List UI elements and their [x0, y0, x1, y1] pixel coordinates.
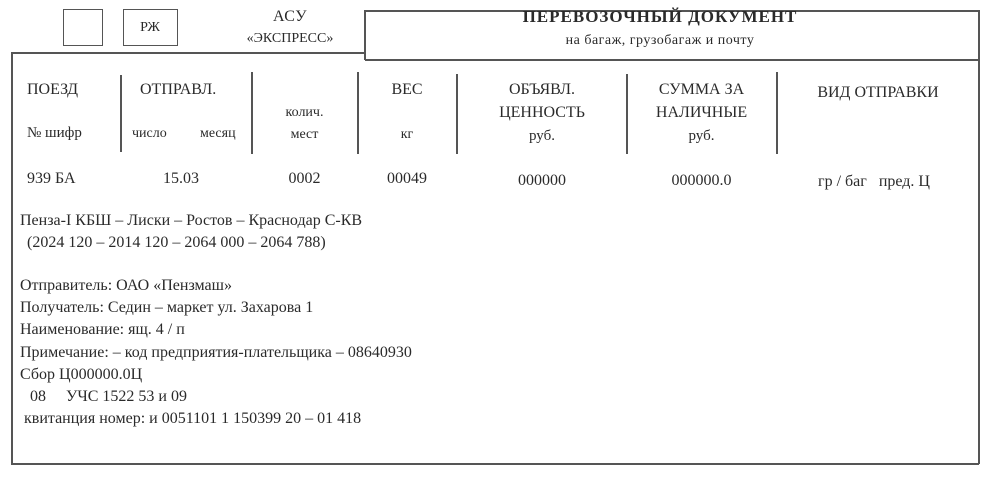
- col-pieces-bottom: мест: [290, 127, 319, 142]
- row-date: 15.03: [163, 170, 199, 187]
- route-line1: Пенза-I КБШ – Лиски – Ростов – Краснодар С-КВ: [20, 212, 363, 229]
- row-declared: 000000: [518, 172, 566, 189]
- frame-right: [978, 10, 980, 464]
- row-train: 939 БА: [27, 170, 76, 187]
- header-divider-horizontal: [11, 52, 365, 54]
- code-box: [123, 9, 178, 46]
- frame-left: [11, 52, 13, 464]
- col-cash-bottom: руб.: [688, 128, 715, 144]
- code-box-label: РЖ: [140, 20, 160, 35]
- row-kind: гр / баг пред. Ц: [818, 173, 930, 190]
- receiver: Получатель: Седин – маркет ул. Захарова 1: [20, 299, 314, 316]
- sender: Отправитель: ОАО «Пензмаш»: [20, 277, 232, 294]
- col-pieces-top: колич.: [285, 105, 324, 120]
- col-train-top: ПОЕЗД: [27, 81, 79, 98]
- frame-bottom: [11, 463, 979, 465]
- header-divider-horizontal-right: [365, 59, 979, 61]
- fee: Сбор Ц000000.0Ц: [20, 366, 143, 383]
- col-cash-top2: НАЛИЧНЫЕ: [655, 104, 748, 121]
- item-name: Наименование: ящ. 4 / п: [20, 321, 185, 338]
- system-line2: «ЭКСПРЕСС»: [246, 31, 334, 46]
- col-departure-month: месяц: [200, 126, 236, 141]
- document-subtitle: на багаж, грузобагаж и почту: [565, 33, 755, 48]
- receipt-number: квитанция номер: и 0051101 1 150399 20 – 01 418: [24, 410, 362, 427]
- col-declared-top2: ЦЕННОСТЬ: [499, 104, 585, 121]
- blank-box: [63, 9, 103, 46]
- col-departure-day: число: [132, 126, 167, 141]
- note: Примечание: – код предприятия-плательщика – 08640930: [20, 344, 412, 361]
- row-pieces: 0002: [288, 170, 321, 187]
- route-line2: (2024 120 – 2014 120 – 2064 000 – 2064 788): [27, 234, 326, 251]
- col-train-bottom: № шифр: [27, 125, 82, 141]
- col-kind-top: ВИД ОТПРАВКИ: [817, 84, 939, 101]
- col-weight-bottom: кг: [400, 127, 414, 142]
- document-title: ПЕРЕВОЗОЧНЫЙ ДОКУМЕНТ: [522, 7, 798, 26]
- col-declared-bottom: руб.: [529, 128, 555, 144]
- col-declared-top1: ОБЪЯВЛ.: [508, 81, 576, 98]
- row-cash: 000000.0: [671, 172, 732, 189]
- col-sep-1: [120, 75, 122, 152]
- col-cash-top1: СУММА ЗА: [658, 81, 745, 98]
- codes: 08 УЧС 1522 53 и 09: [30, 388, 187, 405]
- col-departure-top: ОТПРАВЛ.: [140, 81, 217, 98]
- row-weight: 00049: [387, 170, 427, 187]
- system-line1: АСУ: [272, 8, 308, 25]
- col-weight-top: ВЕС: [391, 81, 423, 98]
